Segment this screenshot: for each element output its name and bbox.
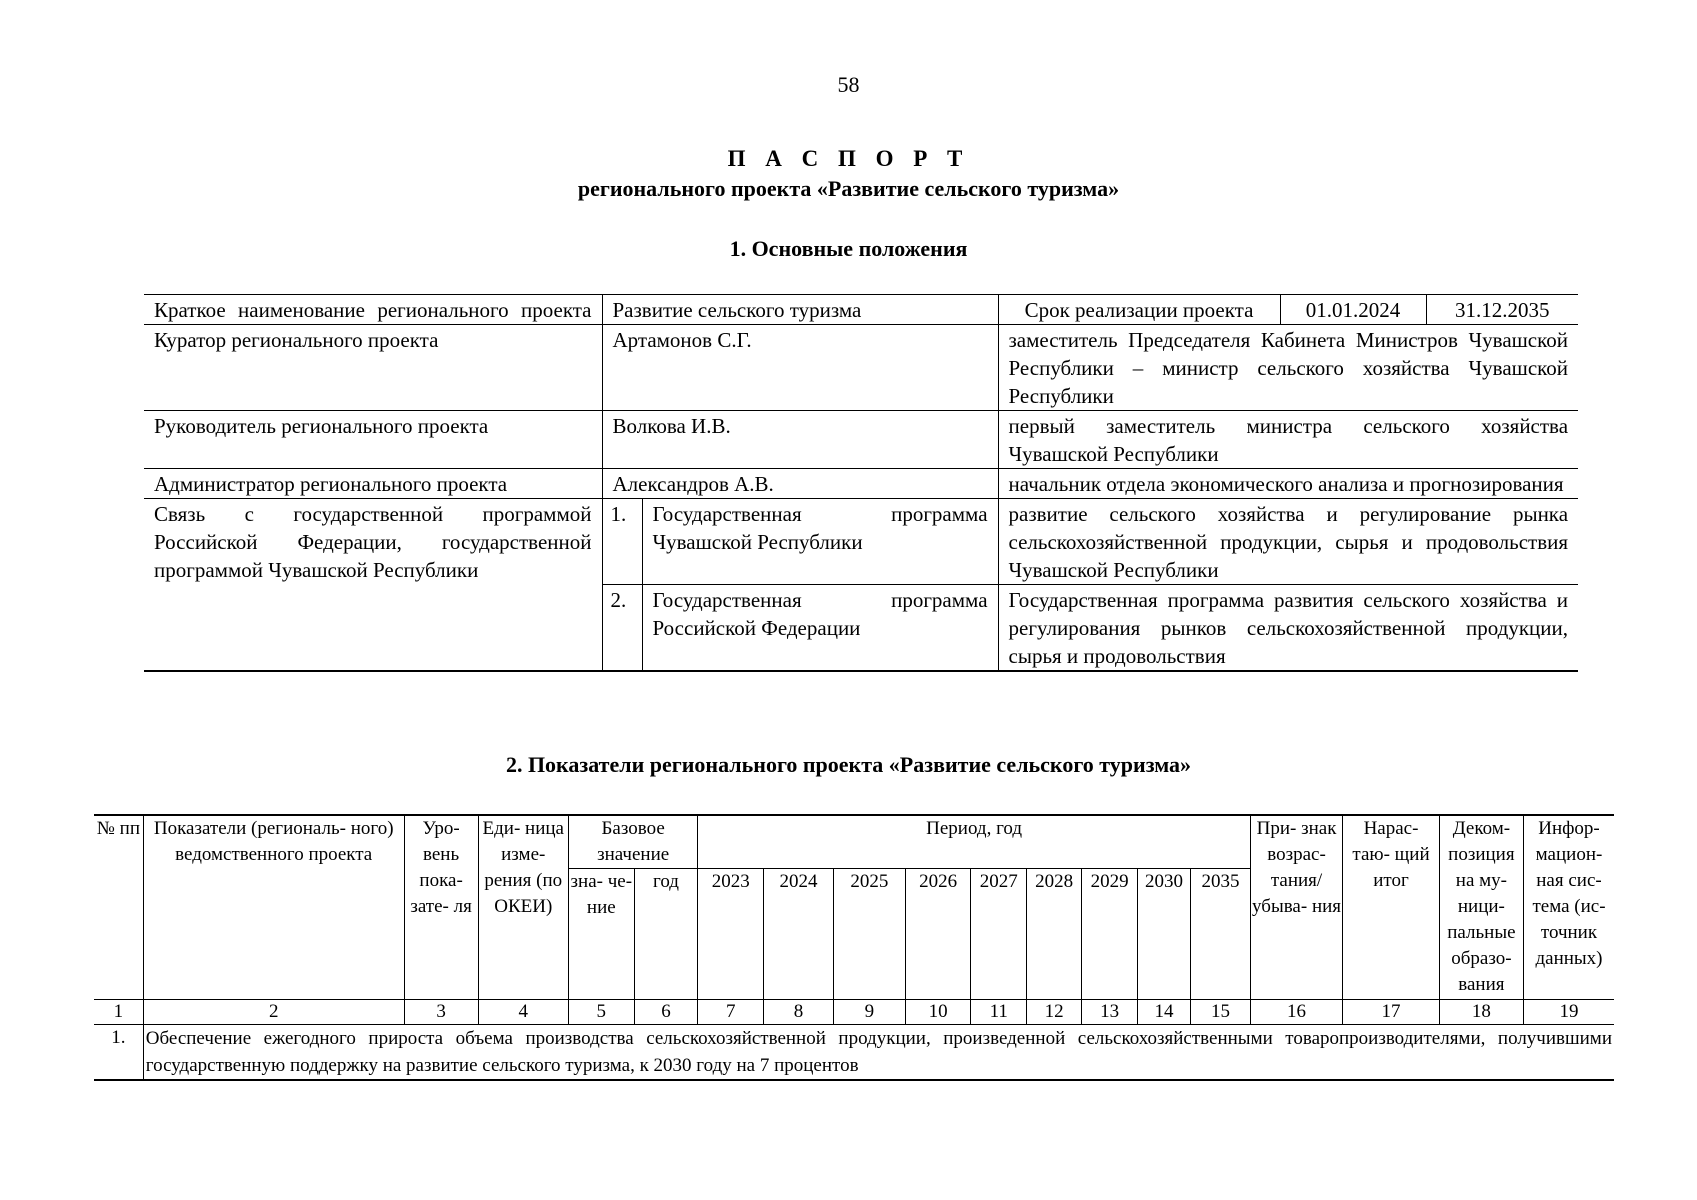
header-year: 2023 bbox=[698, 869, 764, 1000]
header-year: 2029 bbox=[1082, 869, 1137, 1000]
head-position: первый заместитель министра сельского хозяйства Чувашской Республики bbox=[998, 411, 1578, 469]
link-num: 1. bbox=[602, 499, 642, 585]
term-end: 31.12.2035 bbox=[1426, 295, 1578, 325]
header-year: 2027 bbox=[971, 869, 1026, 1000]
header-unit: Еди- ница изме- рения (по ОКЕИ) bbox=[478, 815, 568, 1000]
header-info-system: Инфор- мацион- ная сис- тема (ис- точник данных) bbox=[1523, 815, 1614, 1000]
document-title: П А С П О Р Т bbox=[727, 146, 970, 171]
column-number: 2 bbox=[143, 1000, 404, 1025]
link-name: развитие сельского хозяйства и регулирование рынка сельскохозяйственной продукции, сырья и продовольствия Чувашской Республики bbox=[998, 499, 1578, 585]
indicator-row-text: Обеспечение ежегодного прироста объема производства сельскохозяйственной продукции, произведенной сельскохозяйственными товаропроизводителями, получившими государственную поддержку на развитие сельского туризма, к 2030 году на 7 процентов bbox=[143, 1025, 1614, 1081]
curator-label: Куратор регионального проекта bbox=[144, 325, 602, 411]
header-base-year: год bbox=[634, 869, 698, 1000]
column-number: 14 bbox=[1137, 1000, 1190, 1025]
header-year: 2030 bbox=[1137, 869, 1190, 1000]
column-number: 1 bbox=[94, 1000, 143, 1025]
indicators-table bbox=[94, 814, 1614, 1081]
head-label: Руководитель регионального проекта bbox=[144, 411, 602, 469]
curator-position: заместитель Председателя Кабинета Министров Чувашской Республики – министр сельского хозяйства Чувашской Республики bbox=[998, 325, 1578, 411]
header-base-value: зна- че- ние bbox=[568, 869, 634, 1000]
column-number: 13 bbox=[1082, 1000, 1137, 1025]
row-number: 1. bbox=[94, 1025, 143, 1081]
link-label: Связь с государственной программой Российской Федерации, государственной программой Чувашской Республики bbox=[144, 499, 602, 672]
admin-position: начальник отдела экономического анализа и прогнозирования bbox=[998, 469, 1578, 499]
link-program: Государственная программа Российской Федерации bbox=[642, 585, 998, 672]
column-number: 17 bbox=[1343, 1000, 1440, 1025]
short-name-value: Развитие сельского туризма bbox=[602, 295, 998, 325]
column-number: 9 bbox=[833, 1000, 905, 1025]
curator-name: Артамонов С.Г. bbox=[602, 325, 998, 411]
main-provisions-table bbox=[144, 294, 1578, 672]
header-period: Период, год bbox=[698, 815, 1250, 869]
link-name: Государственная программа развития сельского хозяйства и регулирования рынков сельскохозяйственной продукции, сырья и продовольствия bbox=[998, 585, 1578, 672]
column-number: 15 bbox=[1191, 1000, 1251, 1025]
column-number: 10 bbox=[905, 1000, 971, 1025]
link-num: 2. bbox=[602, 585, 642, 672]
header-sign: При- знак возрас- тания/ убыва- ния bbox=[1250, 815, 1342, 1000]
admin-name: Александров А.В. bbox=[602, 469, 998, 499]
column-number: 12 bbox=[1026, 1000, 1081, 1025]
section-2-title: 2. Показатели регионального проекта «Развитие сельского туризма» bbox=[505, 752, 1192, 777]
document-subtitle: регионального проекта «Развитие сельского туризма» bbox=[577, 176, 1120, 201]
header-num: № пп bbox=[94, 815, 143, 1000]
column-number: 8 bbox=[764, 1000, 834, 1025]
column-number: 7 bbox=[698, 1000, 764, 1025]
header-year: 2024 bbox=[764, 869, 834, 1000]
header-base: Базовое значение bbox=[568, 815, 697, 869]
header-year: 2026 bbox=[905, 869, 971, 1000]
section-1-title: 1. Основные положения bbox=[729, 236, 968, 261]
term-label: Срок реализации проекта bbox=[998, 295, 1280, 325]
column-number: 16 bbox=[1250, 1000, 1342, 1025]
column-number: 6 bbox=[634, 1000, 698, 1025]
term-start: 01.01.2024 bbox=[1280, 295, 1426, 325]
column-number: 4 bbox=[478, 1000, 568, 1025]
header-level: Уро- вень пока- зате- ля bbox=[404, 815, 478, 1000]
column-number: 3 bbox=[404, 1000, 478, 1025]
header-indicator: Показатели (региональ- ного) ведомственного проекта bbox=[143, 815, 404, 1000]
page-number: 58 bbox=[837, 72, 860, 97]
column-number: 11 bbox=[971, 1000, 1026, 1025]
short-name-label: Краткое наименование регионального проекта bbox=[144, 295, 602, 325]
column-number: 5 bbox=[568, 1000, 634, 1025]
header-year: 2025 bbox=[833, 869, 905, 1000]
head-name: Волкова И.В. bbox=[602, 411, 998, 469]
header-year: 2035 bbox=[1191, 869, 1251, 1000]
admin-label: Администратор регионального проекта bbox=[144, 469, 602, 499]
link-program: Государственная программа Чувашской Республики bbox=[642, 499, 998, 585]
header-cumulative: Нарас- таю- щий итог bbox=[1343, 815, 1440, 1000]
header-year: 2028 bbox=[1026, 869, 1081, 1000]
column-number: 18 bbox=[1439, 1000, 1523, 1025]
header-decomposition: Деком- позиция на му- ници- пальные образо- вания bbox=[1439, 815, 1523, 1000]
column-number: 19 bbox=[1523, 1000, 1614, 1025]
